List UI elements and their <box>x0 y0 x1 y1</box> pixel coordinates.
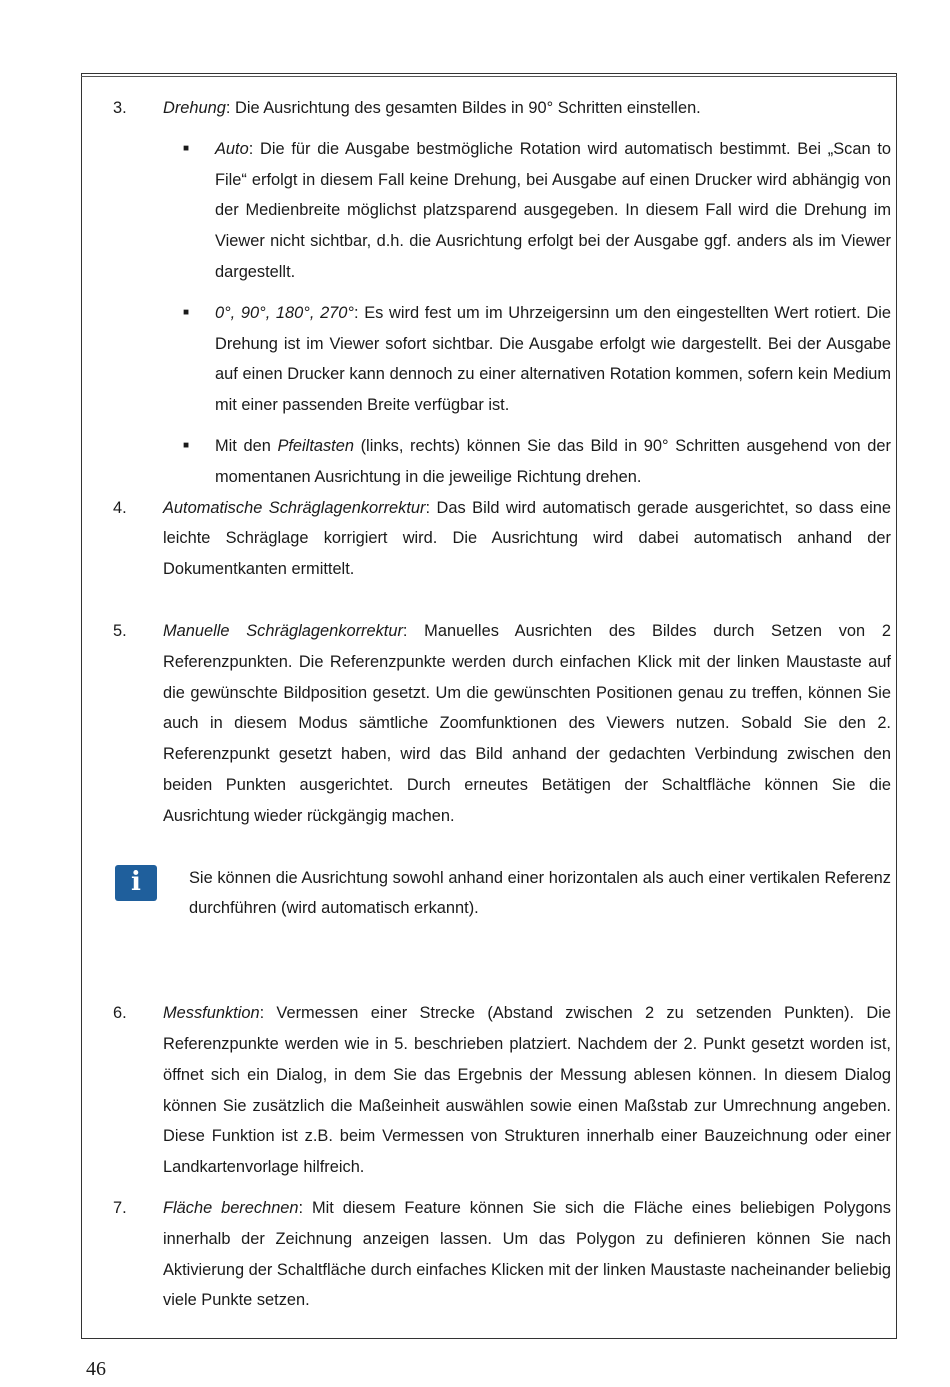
bullet-term: Auto <box>215 139 249 158</box>
bullet-square-icon: ■ <box>183 306 190 318</box>
info-icon: i <box>115 865 157 901</box>
item-paragraph: Messfunktion: Vermessen einer Strecke (Abstand zwischen 2 zu setzenden Punkten). Die Referenzpunkte werden wie in 5. beschrieben platziert. Nachdem der 2. Punkt gesetzt worden ist, öffnet sich ein Dialog, in dem Sie das Ergebnis der Messung ablesen können. In diesem Dialog können Sie zusätzlich die Maßeinheit auswählen sowie einen Maßstab zur Umrechnung angeben. Diese Funktion ist z.B. beim Vermessen von Strukturen innerhalb einer Bauzeichnung oder einer Landkartenvorlage hilfreich. <box>163 1004 891 1177</box>
item-term: Manuelle Schräglagenkorrektur <box>163 621 403 640</box>
item-paragraph: Fläche berechnen: Mit diesem Feature können Sie sich die Fläche eines beliebigen Polygons innerhalb der Zeichnung anzeigen lassen. Um das Polygon zu definieren können Sie nach Aktivierung der Schaltfläche durch einfaches Klicken mit der linken Maustaste nacheinander beliebig viele Punkte setzen. <box>163 1198 891 1310</box>
item-number: 6. <box>113 1004 127 1023</box>
bullet-item: ■ Mit den Pfeiltasten (links, rechts) können Sie das Bild in 90° Schritten ausgehend von der momentanen Ausrichtung in die jeweilige Richtung drehen. <box>163 431 891 493</box>
item-paragraph: Automatische Schräglagenkorrektur: Das Bild wird automatisch gerade ausgerichtet, so dass eine leichte Schräglage korrigiert wird. Die Ausrichtung wird dabei automatisch anhand der Dokumentkanten ermittelt. <box>163 498 891 579</box>
list-item-7 <box>113 1193 891 1316</box>
page-content <box>113 93 891 1316</box>
item-paragraph: Drehung: Die Ausrichtung des gesamten Bildes in 90° Schritten einstellen. <box>163 99 701 117</box>
frame-top-rule <box>81 76 897 77</box>
item-number: 3. <box>113 99 127 117</box>
page-number: 46 <box>86 1358 106 1380</box>
bullet-term: 0°, 90°, 180°, 270° <box>215 303 354 322</box>
item-term: Drehung <box>163 99 226 117</box>
list-item-4 <box>113 493 891 585</box>
item-number: 7. <box>113 1198 127 1217</box>
bullet-square-icon: ■ <box>183 439 190 451</box>
bullet-square-icon: ■ <box>183 142 190 154</box>
item-term: Fläche berechnen <box>163 1198 299 1217</box>
bullet-item: ■ 0°, 90°, 180°, 270°: Es wird fest um im Uhrzeigersinn um den eingestellten Wert rotiert. Die Drehung ist im Viewer sofort sichtbar. Die Ausgabe erfolgt wie dargestellt. Bei der Ausgabe auf einen Drucker kann dennoch zu einer alternativen Rotation kommen, sofern kein Medium mit einer passenden Breite verfügbar ist. <box>163 298 891 421</box>
bullet-item: ■ Auto: Die für die Ausgabe bestmögliche Rotation wird automatisch bestimmt. Bei „Scan to File“ erfolgt in diesem Fall keine Drehung, bei Ausgabe auf einen Drucker wird abhängig von der Medienbreite möglichst platzsparend ausgegeben. In diesem Fall wird die Drehung im Viewer nicht sichtbar, d.h. die Ausrichtung erfolgt bei der Ausgabe ggf. anders als im Viewer dargestellt. <box>163 134 891 288</box>
item-paragraph: Manuelle Schräglagenkorrektur: Manuelles Ausrichten des Bildes durch Setzen von 2 Referenzpunkten. Die Referenzpunkte werden durch einfachen Klick mit der linken Maustaste auf die gewünschte Bildposition gesetzt. Um die gewünschten Positionen genau zu treffen, können Sie auch in diesem Modus sämtliche Zoomfunktionen des Viewers nutzen. Sobald Sie den 2. Referenzpunkt gesetzt haben, wird das Bild anhand der gedachten Verbindung zwischen den beiden Punkten ausgerichtet. Durch erneutes Betätigen der Schaltfläche können Sie die Ausrichtung wieder rückgängig machen. <box>163 621 891 825</box>
item-term: Messfunktion <box>163 1004 260 1023</box>
bullet-term: Pfeiltasten <box>277 436 354 455</box>
item-term: Automatische Schräglagenkorrektur <box>163 498 426 517</box>
item-number: 5. <box>113 621 127 640</box>
bullet-list <box>163 134 891 493</box>
list-item-3 <box>113 93 891 503</box>
item-number: 4. <box>113 498 127 517</box>
list-item-5 <box>113 616 891 832</box>
list-item-6 <box>113 998 891 1183</box>
note-text: Sie können die Ausrichtung sowohl anhand einer horizontalen als auch einer vertikalen Referenz durchführen (wird automatisch erkannt). <box>189 868 891 918</box>
info-note <box>113 863 891 925</box>
